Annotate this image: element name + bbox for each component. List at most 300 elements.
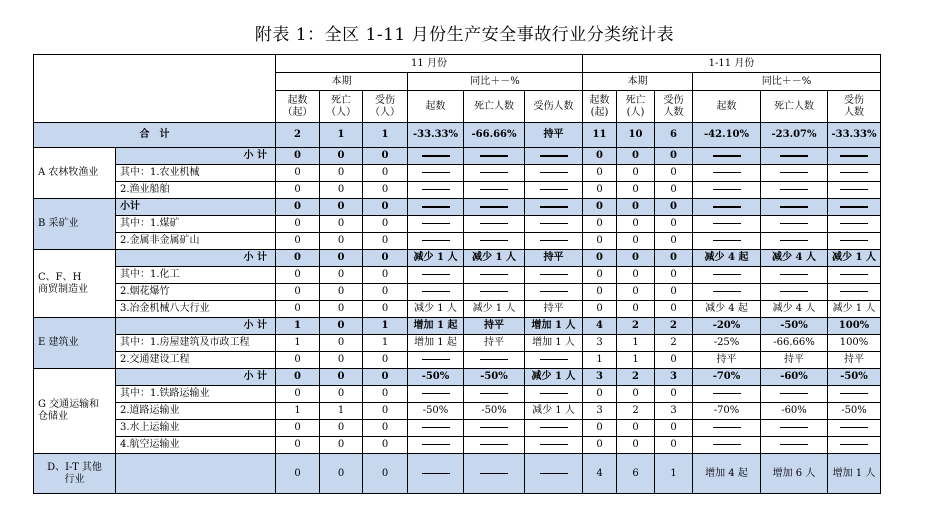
dash-mark bbox=[713, 206, 741, 208]
data-cell: 0 bbox=[617, 165, 655, 182]
data-cell: 0 bbox=[583, 420, 617, 437]
dash-mark bbox=[713, 240, 741, 241]
dash-mark bbox=[780, 206, 808, 208]
data-cell bbox=[408, 216, 464, 233]
data-cell: 0 bbox=[655, 216, 693, 233]
data-cell: 0 bbox=[617, 148, 655, 165]
data-cell bbox=[525, 284, 583, 301]
data-cell: -66.66% bbox=[464, 123, 525, 148]
data-cell: 0 bbox=[320, 216, 363, 233]
dash-mark bbox=[780, 189, 808, 190]
row-label: 2.烟花爆竹 bbox=[116, 284, 276, 301]
subtotal-row bbox=[34, 148, 881, 165]
data-cell bbox=[408, 267, 464, 284]
data-cell bbox=[464, 233, 525, 250]
dash-mark bbox=[540, 359, 568, 360]
data-cell: 1 bbox=[583, 352, 617, 369]
data-cell: 0 bbox=[617, 199, 655, 216]
data-cell bbox=[693, 148, 761, 165]
dash-mark bbox=[480, 189, 508, 190]
data-cell: 0 bbox=[363, 182, 408, 199]
data-cell bbox=[828, 165, 881, 182]
dash-mark bbox=[422, 223, 450, 224]
data-cell: 0 bbox=[655, 386, 693, 403]
data-cell: 0 bbox=[320, 148, 363, 165]
data-cell bbox=[464, 454, 525, 494]
dash-mark bbox=[540, 291, 568, 292]
data-cell: 4 bbox=[583, 318, 617, 335]
data-cell: 0 bbox=[320, 165, 363, 182]
row-label: 小 计 bbox=[116, 250, 276, 267]
row-label: 其中：1.化工 bbox=[116, 267, 276, 284]
data-cell bbox=[525, 386, 583, 403]
data-cell: 0 bbox=[320, 301, 363, 318]
data-cell: 100% bbox=[828, 318, 881, 335]
data-cell: 增加 1 人 bbox=[828, 454, 881, 494]
table-row bbox=[34, 403, 881, 420]
dash-mark bbox=[540, 444, 568, 445]
dash-mark bbox=[422, 206, 450, 208]
data-cell bbox=[761, 437, 828, 454]
column-header: 受伤人数 bbox=[525, 91, 583, 123]
data-cell: -60% bbox=[761, 369, 828, 386]
data-cell: 减少 1 人 bbox=[525, 403, 583, 420]
data-cell: 3 bbox=[583, 335, 617, 352]
data-cell bbox=[464, 386, 525, 403]
data-cell: 0 bbox=[583, 233, 617, 250]
table-row bbox=[34, 352, 881, 369]
data-cell: 0 bbox=[655, 437, 693, 454]
data-cell bbox=[693, 165, 761, 182]
industry-name: E 建筑业 bbox=[34, 318, 116, 369]
dash-mark bbox=[713, 189, 741, 190]
dash-mark bbox=[780, 393, 808, 394]
dash-mark bbox=[840, 393, 868, 394]
data-cell: 2 bbox=[617, 403, 655, 420]
table-row bbox=[34, 335, 881, 352]
data-cell: 0 bbox=[655, 267, 693, 284]
data-cell: 0 bbox=[276, 148, 320, 165]
column-header: 起数 (起) bbox=[583, 91, 617, 123]
data-cell bbox=[828, 284, 881, 301]
data-cell bbox=[408, 284, 464, 301]
data-cell: 1 bbox=[363, 335, 408, 352]
data-cell bbox=[464, 267, 525, 284]
data-cell: 3 bbox=[655, 403, 693, 420]
data-cell bbox=[525, 454, 583, 494]
dash-mark bbox=[540, 155, 568, 157]
data-cell bbox=[408, 437, 464, 454]
data-cell: 0 bbox=[583, 250, 617, 267]
dash-mark bbox=[713, 223, 741, 224]
data-cell bbox=[525, 233, 583, 250]
data-cell bbox=[464, 420, 525, 437]
column-header: 起数 bbox=[693, 91, 761, 123]
dash-mark bbox=[480, 444, 508, 445]
data-cell: 0 bbox=[655, 182, 693, 199]
data-cell: 0 bbox=[583, 148, 617, 165]
data-cell: 增加 1 起 bbox=[408, 335, 464, 352]
dash-mark bbox=[422, 155, 450, 157]
data-cell: 0 bbox=[276, 437, 320, 454]
dash-mark bbox=[840, 155, 868, 157]
data-cell bbox=[693, 199, 761, 216]
data-cell: 1 bbox=[363, 318, 408, 335]
column-header: 起数 （起） bbox=[276, 91, 320, 123]
data-cell bbox=[464, 284, 525, 301]
column-header: 死亡人数 bbox=[464, 91, 525, 123]
dash-mark bbox=[480, 291, 508, 292]
data-cell: 减少 1 人 bbox=[464, 301, 525, 318]
data-cell: 0 bbox=[655, 233, 693, 250]
column-header: 死亡 （人） bbox=[320, 91, 363, 123]
data-cell: 持平 bbox=[525, 250, 583, 267]
data-cell: 1 bbox=[320, 123, 363, 148]
table-row bbox=[34, 182, 881, 199]
data-cell: 0 bbox=[363, 199, 408, 216]
data-cell: -20% bbox=[693, 318, 761, 335]
data-cell: 1 bbox=[320, 403, 363, 420]
data-cell: -50% bbox=[464, 403, 525, 420]
dash-mark bbox=[422, 393, 450, 394]
data-cell: -23.07% bbox=[761, 123, 828, 148]
row-label: 2.交通建设工程 bbox=[116, 352, 276, 369]
data-cell: -25% bbox=[693, 335, 761, 352]
data-cell: 减少 1 人 bbox=[408, 250, 464, 267]
dash-mark bbox=[480, 223, 508, 224]
dash-mark bbox=[540, 427, 568, 428]
data-cell: 0 bbox=[276, 216, 320, 233]
data-cell: 0 bbox=[655, 199, 693, 216]
data-cell bbox=[408, 233, 464, 250]
row-label: 小 计 bbox=[116, 369, 276, 386]
row-label: 2.金属非金属矿山 bbox=[116, 233, 276, 250]
dash-mark bbox=[840, 274, 868, 275]
data-cell bbox=[525, 437, 583, 454]
data-cell: 0 bbox=[583, 182, 617, 199]
table-row bbox=[34, 165, 881, 182]
data-cell: -50% bbox=[761, 318, 828, 335]
data-cell bbox=[693, 420, 761, 437]
data-cell: 6 bbox=[655, 123, 693, 148]
dash-mark bbox=[540, 223, 568, 224]
data-cell bbox=[828, 233, 881, 250]
subtotal-row bbox=[34, 199, 881, 216]
data-cell: 100% bbox=[828, 335, 881, 352]
dash-mark bbox=[540, 172, 568, 173]
dash-mark bbox=[713, 427, 741, 428]
column-header: 起数 bbox=[408, 91, 464, 123]
row-label: 3.冶金机械八大行业 bbox=[116, 301, 276, 318]
data-cell: 0 bbox=[276, 250, 320, 267]
subtotal-row bbox=[34, 250, 881, 267]
dash-mark bbox=[713, 172, 741, 173]
data-cell: 0 bbox=[320, 369, 363, 386]
dash-mark bbox=[840, 291, 868, 292]
data-cell: 0 bbox=[276, 301, 320, 318]
data-cell: 0 bbox=[583, 437, 617, 454]
table-row bbox=[34, 420, 881, 437]
data-cell: 0 bbox=[583, 386, 617, 403]
column-header: 受伤 （人） bbox=[363, 91, 408, 123]
data-cell: 0 bbox=[583, 301, 617, 318]
header-row-1 bbox=[34, 55, 881, 73]
data-cell: 0 bbox=[276, 233, 320, 250]
data-cell: -50% bbox=[828, 369, 881, 386]
data-cell: 持平 bbox=[525, 301, 583, 318]
data-cell bbox=[828, 148, 881, 165]
data-cell bbox=[693, 216, 761, 233]
column-header: 死亡 (人) bbox=[617, 91, 655, 123]
data-cell bbox=[464, 352, 525, 369]
page-title: 附表 1：全区 1-11 月份生产安全事故行业分类统计表 bbox=[254, 25, 675, 45]
dash-mark bbox=[422, 359, 450, 360]
data-cell: 减少 4 人 bbox=[761, 250, 828, 267]
dash-mark bbox=[780, 444, 808, 445]
data-cell: 0 bbox=[617, 386, 655, 403]
data-cell: 0 bbox=[617, 284, 655, 301]
header-current: 本期 bbox=[276, 73, 408, 91]
data-cell: 3 bbox=[583, 369, 617, 386]
data-cell: 0 bbox=[583, 216, 617, 233]
dash-mark bbox=[422, 172, 450, 173]
data-cell bbox=[408, 165, 464, 182]
data-cell: 11 bbox=[583, 123, 617, 148]
dash-mark bbox=[422, 444, 450, 445]
data-cell: 0 bbox=[320, 233, 363, 250]
data-cell bbox=[408, 386, 464, 403]
data-cell: -66.66% bbox=[761, 335, 828, 352]
data-cell bbox=[828, 420, 881, 437]
row-label: 4.航空运输业 bbox=[116, 437, 276, 454]
data-cell: 0 bbox=[655, 352, 693, 369]
data-cell: 0 bbox=[617, 420, 655, 437]
data-cell bbox=[761, 267, 828, 284]
table-row bbox=[34, 267, 881, 284]
dash-mark bbox=[422, 427, 450, 428]
data-cell: 0 bbox=[320, 437, 363, 454]
data-cell: 0 bbox=[320, 182, 363, 199]
dash-mark bbox=[780, 172, 808, 173]
data-cell bbox=[828, 199, 881, 216]
data-cell bbox=[464, 148, 525, 165]
row-label bbox=[116, 454, 276, 494]
dash-mark bbox=[713, 274, 741, 275]
industry-name: C、F、H 商贸制造业 bbox=[34, 250, 116, 318]
dash-mark bbox=[480, 473, 508, 474]
data-cell: 持平 bbox=[828, 352, 881, 369]
dash-mark bbox=[840, 206, 868, 208]
data-cell: 0 bbox=[320, 284, 363, 301]
data-cell: -50% bbox=[464, 369, 525, 386]
header-month: 11 月份 bbox=[276, 55, 583, 73]
data-cell: 0 bbox=[363, 284, 408, 301]
dash-mark bbox=[480, 427, 508, 428]
data-cell bbox=[464, 199, 525, 216]
table-row bbox=[34, 437, 881, 454]
data-cell bbox=[525, 148, 583, 165]
dash-mark bbox=[540, 189, 568, 190]
data-cell: 0 bbox=[276, 352, 320, 369]
data-cell bbox=[464, 182, 525, 199]
data-cell: 0 bbox=[617, 216, 655, 233]
dash-mark bbox=[540, 206, 568, 208]
data-cell: 0 bbox=[363, 420, 408, 437]
dash-mark bbox=[480, 274, 508, 275]
data-cell: 0 bbox=[320, 335, 363, 352]
data-cell bbox=[828, 182, 881, 199]
dash-mark bbox=[713, 444, 741, 445]
dash-mark bbox=[540, 473, 568, 474]
subtotal-row bbox=[34, 318, 881, 335]
data-cell: 0 bbox=[363, 267, 408, 284]
data-cell: 0 bbox=[655, 420, 693, 437]
dash-mark bbox=[713, 155, 741, 157]
data-cell: 增加 6 人 bbox=[761, 454, 828, 494]
row-label: 其中：1.铁路运输业 bbox=[116, 386, 276, 403]
data-cell: 持平 bbox=[693, 352, 761, 369]
dash-mark bbox=[480, 359, 508, 360]
data-cell bbox=[761, 284, 828, 301]
dash-mark bbox=[780, 274, 808, 275]
total-row bbox=[34, 123, 881, 148]
data-cell: 0 bbox=[320, 454, 363, 494]
data-cell: 0 bbox=[655, 250, 693, 267]
data-cell: 0 bbox=[583, 267, 617, 284]
dash-mark bbox=[713, 291, 741, 292]
data-cell: 0 bbox=[617, 267, 655, 284]
data-cell bbox=[693, 267, 761, 284]
data-cell bbox=[761, 199, 828, 216]
dash-mark bbox=[713, 393, 741, 394]
data-cell: 6 bbox=[617, 454, 655, 494]
data-cell: 0 bbox=[363, 403, 408, 420]
data-cell: 减少 4 起 bbox=[693, 301, 761, 318]
other-industries-row bbox=[34, 454, 881, 494]
data-cell: 减少 1 人 bbox=[464, 250, 525, 267]
data-cell: 持平 bbox=[464, 335, 525, 352]
dash-mark bbox=[840, 223, 868, 224]
data-cell bbox=[408, 352, 464, 369]
dash-mark bbox=[840, 240, 868, 241]
data-cell: 减少 4 起 bbox=[693, 250, 761, 267]
data-cell bbox=[525, 420, 583, 437]
data-cell bbox=[761, 216, 828, 233]
row-label: 小 计 bbox=[116, 148, 276, 165]
data-cell: 持平 bbox=[761, 352, 828, 369]
data-cell: 0 bbox=[583, 199, 617, 216]
data-cell: 0 bbox=[320, 199, 363, 216]
data-cell bbox=[525, 199, 583, 216]
data-cell bbox=[464, 165, 525, 182]
data-cell: 0 bbox=[276, 199, 320, 216]
data-cell bbox=[828, 437, 881, 454]
row-label: 小计 bbox=[116, 199, 276, 216]
data-cell: 3 bbox=[655, 369, 693, 386]
dash-mark bbox=[840, 427, 868, 428]
data-cell: 0 bbox=[363, 301, 408, 318]
data-cell: 2 bbox=[617, 369, 655, 386]
data-cell: 2 bbox=[655, 318, 693, 335]
data-cell: 减少 1 人 bbox=[408, 301, 464, 318]
data-cell: 0 bbox=[583, 284, 617, 301]
data-cell: 1 bbox=[617, 335, 655, 352]
data-cell: 1 bbox=[276, 318, 320, 335]
dash-mark bbox=[480, 393, 508, 394]
data-cell: -50% bbox=[408, 369, 464, 386]
data-cell bbox=[693, 233, 761, 250]
data-cell bbox=[408, 454, 464, 494]
data-cell: 1 bbox=[655, 454, 693, 494]
data-cell: 0 bbox=[617, 182, 655, 199]
data-cell: 2 bbox=[655, 335, 693, 352]
data-cell: 0 bbox=[276, 386, 320, 403]
data-cell: -50% bbox=[828, 403, 881, 420]
table-row bbox=[34, 233, 881, 250]
dash-mark bbox=[540, 393, 568, 394]
data-cell bbox=[693, 284, 761, 301]
data-cell: 0 bbox=[363, 216, 408, 233]
dash-mark bbox=[540, 274, 568, 275]
data-cell bbox=[761, 182, 828, 199]
data-cell: -33.33% bbox=[828, 123, 881, 148]
dash-mark bbox=[480, 172, 508, 173]
data-cell: 增加 1 人 bbox=[525, 335, 583, 352]
header-corner bbox=[34, 55, 276, 123]
dash-mark bbox=[422, 291, 450, 292]
dash-mark bbox=[422, 189, 450, 190]
row-label: 其中：1.煤矿 bbox=[116, 216, 276, 233]
data-cell: -50% bbox=[408, 403, 464, 420]
dash-mark bbox=[840, 172, 868, 173]
column-header: 死亡人数 bbox=[761, 91, 828, 123]
header-yoy: 同比＋－% bbox=[693, 73, 881, 91]
dash-mark bbox=[422, 274, 450, 275]
data-cell: -42.10% bbox=[693, 123, 761, 148]
data-cell bbox=[525, 216, 583, 233]
data-cell: 0 bbox=[320, 267, 363, 284]
data-cell: 0 bbox=[276, 267, 320, 284]
data-cell bbox=[525, 165, 583, 182]
data-cell: 0 bbox=[363, 148, 408, 165]
data-cell: 0 bbox=[320, 250, 363, 267]
data-cell: 持平 bbox=[464, 318, 525, 335]
data-cell: 0 bbox=[276, 454, 320, 494]
data-cell: 1 bbox=[363, 123, 408, 148]
data-cell: 0 bbox=[320, 386, 363, 403]
data-cell bbox=[464, 216, 525, 233]
data-cell bbox=[761, 420, 828, 437]
data-cell: -70% bbox=[693, 403, 761, 420]
data-cell: 减少 1 人 bbox=[828, 250, 881, 267]
data-cell: 1 bbox=[276, 403, 320, 420]
data-cell: 2 bbox=[276, 123, 320, 148]
row-label: 2.道路运输业 bbox=[116, 403, 276, 420]
data-cell: 增加 1 人 bbox=[525, 318, 583, 335]
dash-mark bbox=[422, 240, 450, 241]
data-cell bbox=[761, 148, 828, 165]
dash-mark bbox=[422, 473, 450, 474]
data-cell: -60% bbox=[761, 403, 828, 420]
data-cell bbox=[408, 182, 464, 199]
table-row bbox=[34, 301, 881, 318]
data-cell bbox=[525, 352, 583, 369]
data-cell: -33.33% bbox=[408, 123, 464, 148]
dash-mark bbox=[780, 155, 808, 157]
data-cell: 0 bbox=[363, 437, 408, 454]
data-cell: 增加 1 起 bbox=[408, 318, 464, 335]
industry-name: D、I-T 其他 行业 bbox=[34, 454, 116, 494]
